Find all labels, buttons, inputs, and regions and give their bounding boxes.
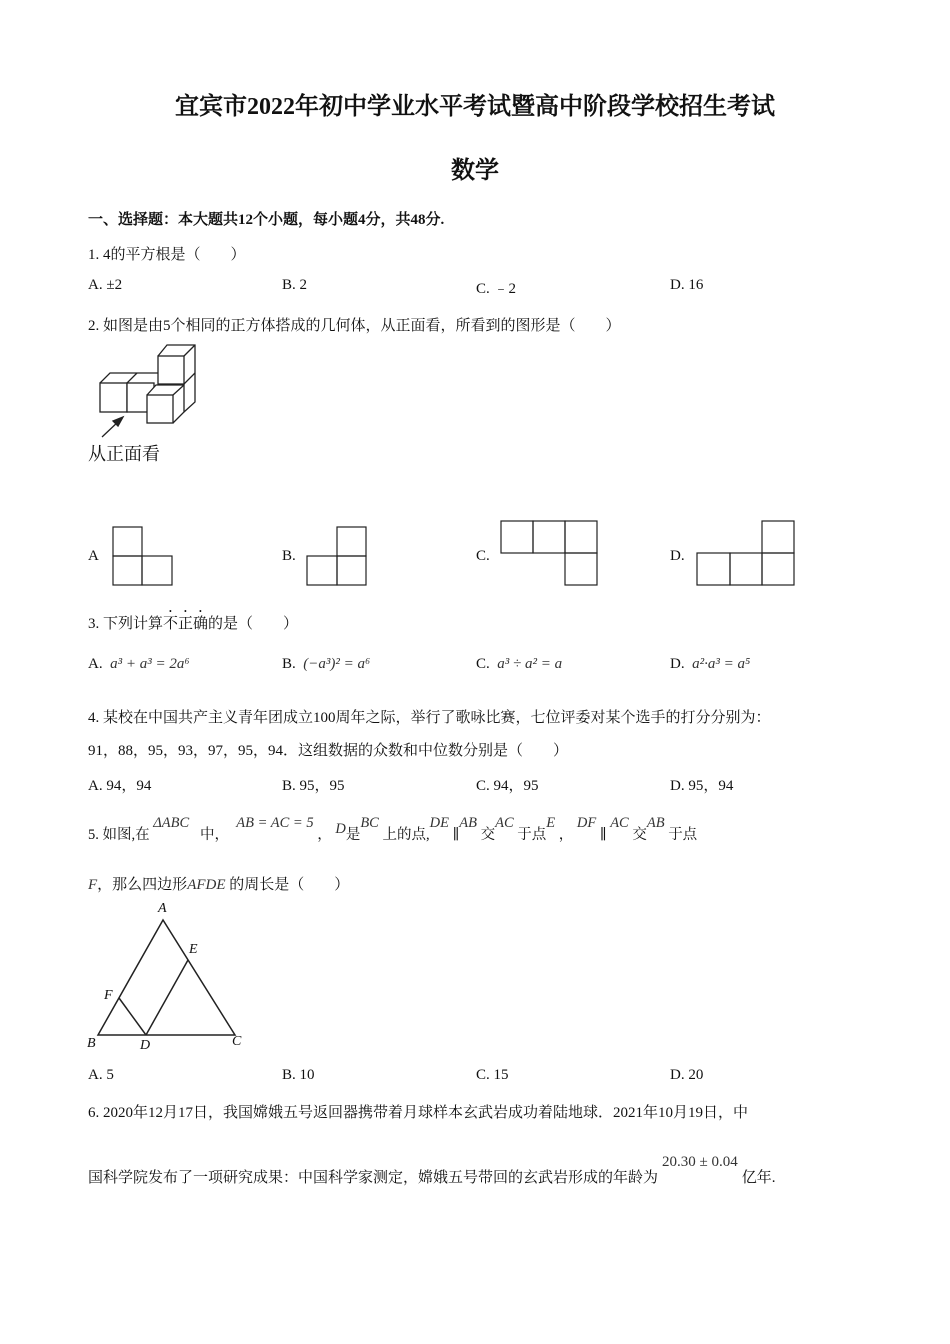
option-expression: a²·a³ = a⁵ [692,656,751,672]
math: AB [646,815,665,831]
arrow-icon [102,417,123,437]
text: 交 [480,827,496,843]
point-a-label: A [158,901,167,916]
option-expression: (−a³)² = a⁶ [303,656,371,672]
math: E [546,815,556,831]
text: 亿年. [741,1170,776,1186]
q3-option-b [282,656,370,673]
option-expression: a³ + a³ = 2a⁶ [110,656,190,672]
math: D [335,821,346,837]
q4-option-d: D. 95，94 [670,778,734,794]
cube-figure [100,345,195,423]
math: DE [429,815,449,831]
text: 是 [345,827,361,843]
option-expression: a³ ÷ a² = a [497,656,563,672]
q2-option-d-label: D. [670,548,685,564]
math: BC [360,815,379,831]
q4-option-c: C. 94，95 [476,778,539,794]
text: ，那么四边形 [97,877,188,893]
text: ∥ [599,827,607,843]
q3-stem [88,607,298,633]
q5-option-a: A. 5 [88,1067,114,1083]
q2-option-b-label: B. [282,548,296,564]
text: 中， [200,827,230,843]
text: ， [317,827,332,843]
text: ， [558,827,574,843]
option-label: A. [88,656,103,672]
text: 上的点, [382,827,430,843]
option-c-figure [501,521,597,585]
math: F [88,877,98,893]
q4-option-b: B. 95，95 [282,778,345,794]
math: AC [610,815,629,831]
q4-line1: 4. 某校在中国共产主义青年团成立100周年之际，举行了歌咏比赛，七位评委对某个选手的打分分别为： [88,710,771,726]
text: 于点 [517,827,547,843]
option-a-figure [113,527,172,585]
point-b-label: B [87,1036,96,1051]
q4-line2: 91，88，95，93，97，95，94．这组数据的众数和中位数分别是（ ） [88,743,569,759]
triangle-figure [98,920,235,1035]
q5-line2 [88,873,349,894]
math: AB = AC = 5 [236,815,314,831]
option-label: C. [476,656,490,672]
q2-option-c-label: C. [476,548,490,564]
subject-title: 数学 [451,158,499,184]
text: 交 [632,827,647,843]
point-e-label: E [189,942,198,957]
q3-option-a [88,656,190,673]
q2-stem: 2. 如图是由5个相同的正方体搭成的几何体，从正面看，所看到的图形是（ ） [88,318,621,334]
figure-caption: 从正面看 [88,444,160,464]
q1-stem: 1. 4的平方根是（ ） [88,247,246,263]
option-label: B. [282,656,296,672]
math: AC [495,815,514,831]
q4-option-a: A. 94，94 [88,778,152,794]
math: 20.30 ± 0.04 [662,1154,738,1170]
text: 的周长是（ ） [229,877,350,893]
math: ΔABC [153,815,190,831]
q3-option-c [476,656,562,673]
math: AFDE [187,877,226,893]
point-d-label: D [140,1038,151,1053]
q5-option-d: D. 20 [670,1067,704,1083]
exam-title: 宜宾市2022年初中学业水平考试暨高中阶段学校招生考试 [175,94,775,120]
math: AB [459,815,477,831]
q6-line2 [88,1154,776,1187]
q3-stem-post: 的是（ ） [208,616,299,632]
q1-option-a: A. ±2 [88,277,123,293]
text: ∥ [452,827,460,843]
math: DF [576,815,597,831]
q1-option-b: B. 2 [282,277,308,293]
option-d-figure [697,521,794,585]
q1-option-c: C. ﹣2 [476,281,517,297]
q5-option-c: C. 15 [476,1067,509,1083]
text: 于点 [668,827,698,843]
q1-option-d: D. 16 [670,277,704,293]
q2-option-a-label: A [88,548,99,564]
q5-line1 [88,815,698,844]
q5-option-b: B. 10 [282,1067,315,1083]
point-f-label: F [104,988,113,1003]
section-heading: 一、选择题：本大题共12个小题，每小题4分，共48分. [88,212,445,228]
point-c-label: C [232,1034,242,1049]
text: 5. 如图,在 [88,827,150,843]
q6-line1: 6. 2020年12月17日，我国嫦娥五号返回器携带着月球样本玄武岩成功着陆地球．2021年10月19日，中 [88,1105,749,1121]
q3-stem-pre: 3. 下列计算 [88,616,164,632]
option-b-figure [307,527,366,585]
q3-stem-emphasis: 不正确 [163,616,209,632]
text: 国科学院发布了一项研究成果：中国科学家测定，嫦娥五号带回的玄武岩形成的年龄为 [88,1170,659,1186]
option-label: D. [670,656,685,672]
q3-option-d [670,656,750,673]
